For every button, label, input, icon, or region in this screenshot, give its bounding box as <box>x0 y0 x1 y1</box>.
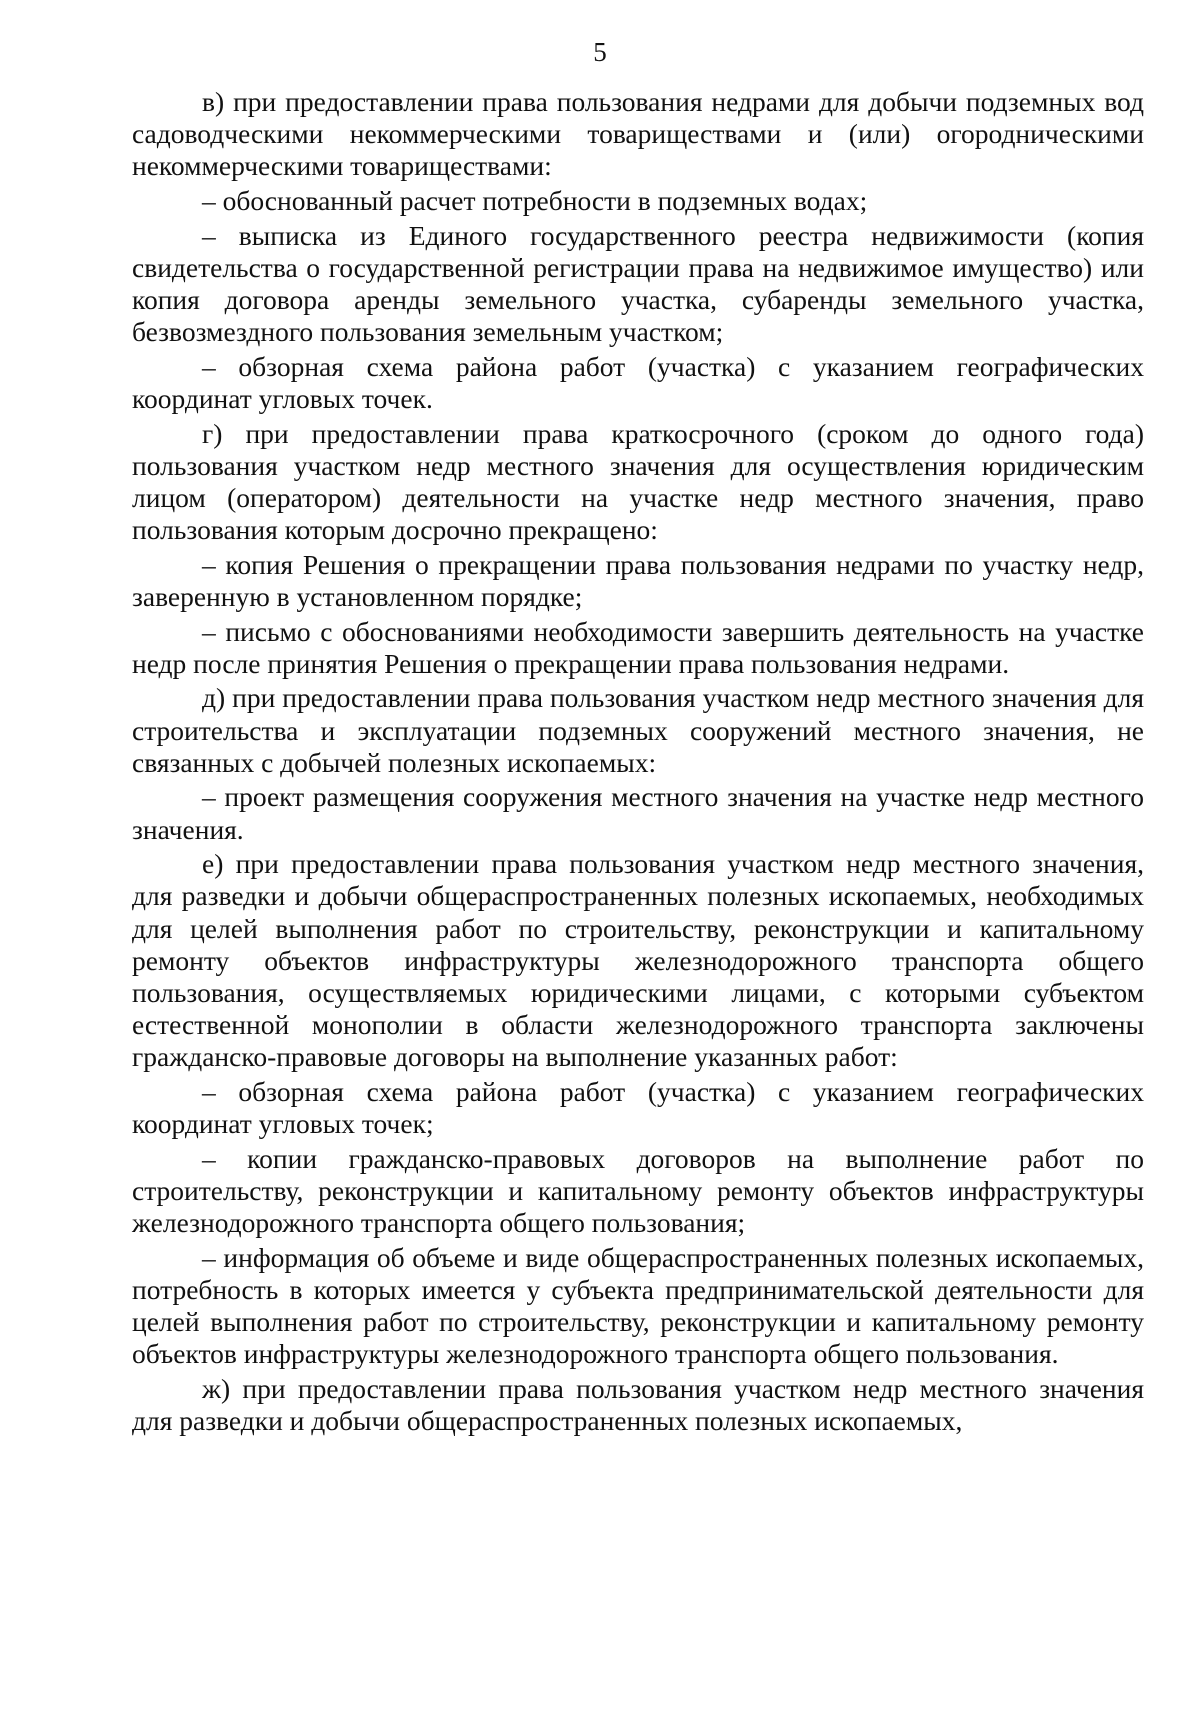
paragraph-section-e: е) при предоставлении права пользования участком недр местного значения, для разведки и добычи общераспространенных полезных ископаемых, необходимых для целей выполнения работ по строительству, реконструкции и капитальному ремонту объектов инфраструктуры железнодорожного транспорта общего пользования, осуществляемых юридическими лицами, с которыми субъектом естественной монополии в области железнодорожного транспорта заключены гражданско-правовые договоры на выполнение указанных работ: <box>132 848 1144 1073</box>
list-item: – копия Решения о прекращении права пользования недрами по участку недр, заверенную в установленном порядке; <box>132 548 1144 612</box>
page-number: 5 <box>593 37 607 67</box>
paragraph-section-v: в) при предоставлении права пользования недрами для добычи подземных вод садоводческими некоммерческими товариществами и (или) огородническими некоммерческими товариществами: <box>132 86 1144 182</box>
paragraph-section-zh: ж) при предоставлении права пользования участком недр местного значения для разведки и добычи общераспространенных полезных ископаемых, <box>132 1373 1144 1437</box>
list-item: – письмо с обоснованиями необходимости завершить деятельность на участке недр после принятия Решения о прекращении права пользования недрами. <box>132 615 1144 679</box>
list-item: – обзорная схема района работ (участка) с указанием географических координат угловых точек. <box>132 350 1144 414</box>
paragraph-section-d: д) при предоставлении права пользования участком недр местного значения для строительства и эксплуатации подземных сооружений местного значения, не связанных с добычей полезных ископаемых: <box>132 682 1144 778</box>
list-item: – выписка из Единого государственного реестра недвижимости (копия свидетельства о государственной регистрации права на недвижимое имущество) или копия договора аренды земельного участка, субаренды земельного участка, безвозмездного пользования земельным участком; <box>132 219 1144 348</box>
list-item: – информация об объеме и виде общераспространенных полезных ископаемых, потребность в которых имеется у субъекта предпринимательской деятельности для целей выполнения работ по строительству, реконструкции и капитальному ремонту объектов инфраструктуры железнодорожного транспорта общего пользования. <box>132 1241 1144 1370</box>
list-item: – проект размещения сооружения местного значения на участке недр местного значения. <box>132 781 1144 845</box>
paragraph-section-g: г) при предоставлении права краткосрочного (сроком до одного года) пользования участком недр местного значения для осуществления юридическим лицом (оператором) деятельности на участке недр местного значения, право пользования которым досрочно прекращено: <box>132 417 1144 546</box>
document-body <box>132 86 1144 1440</box>
list-item: – копии гражданско-правовых договоров на выполнение работ по строительству, реконструкции и капитальному ремонту объектов инфраструктуры железнодорожного транспорта общего пользования; <box>132 1142 1144 1239</box>
list-item: – обзорная схема района работ (участка) с указанием географических координат угловых точек; <box>132 1076 1144 1140</box>
list-item: – обоснованный расчет потребности в подземных водах; <box>202 185 868 216</box>
